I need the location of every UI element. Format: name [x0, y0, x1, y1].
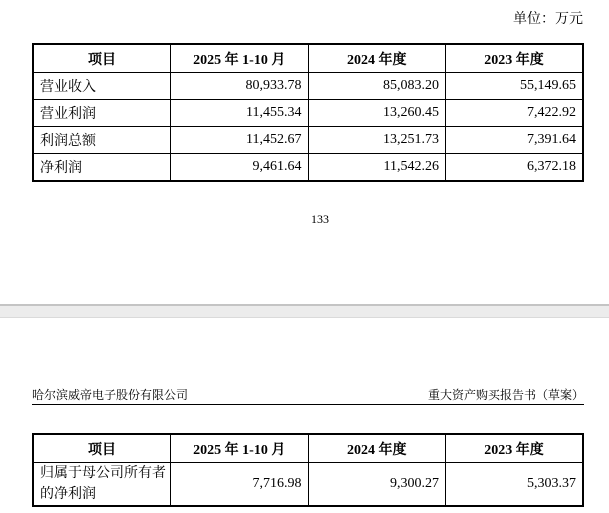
- value-cell-2023: 5,303.37: [446, 463, 584, 507]
- value-cell-2023: 7,391.64: [446, 127, 584, 154]
- value-cell-2023: 6,372.18: [446, 154, 584, 182]
- table-row: [33, 154, 583, 182]
- table-row: [33, 100, 583, 127]
- row-label-line: 的净利润: [40, 487, 96, 502]
- column-header-2024: 2024 年度: [308, 44, 446, 73]
- value-cell-2025: 11,455.34: [171, 100, 309, 127]
- unit-label: 单位：万元: [513, 12, 583, 27]
- running-header-document-title: 重大资产购买报告书（草案）: [427, 388, 584, 402]
- financial-summary-table: [32, 43, 584, 182]
- row-label-line: 归属于母公司所有者: [40, 466, 166, 481]
- row-label: 利润总额: [33, 127, 171, 154]
- column-header-2023: 2023 年度: [446, 434, 584, 463]
- page-separator: [0, 304, 609, 318]
- value-cell-2023: 55,149.65: [446, 73, 584, 100]
- row-label: 营业利润: [33, 100, 171, 127]
- running-header-rule: [32, 404, 584, 405]
- column-header-item: 项目: [33, 44, 171, 73]
- value-cell-2024: 13,251.73: [308, 127, 446, 154]
- value-cell-2025: 7,716.98: [171, 463, 309, 507]
- table-header-row: [33, 434, 583, 463]
- row-label: [33, 463, 171, 507]
- value-cell-2025: 9,461.64: [171, 154, 309, 182]
- value-cell-2024: 9,300.27: [308, 463, 446, 507]
- column-header-2024: 2024 年度: [308, 434, 446, 463]
- value-cell-2024: 11,542.26: [308, 154, 446, 182]
- value-cell-2025: 80,933.78: [171, 73, 309, 100]
- column-header-2025: 2025 年 1-10 月: [171, 44, 309, 73]
- row-label: 营业收入: [33, 73, 171, 100]
- value-cell-2024: 85,083.20: [308, 73, 446, 100]
- value-cell-2024: 13,260.45: [308, 100, 446, 127]
- net-profit-attributable-table: [32, 433, 584, 507]
- column-header-2025: 2025 年 1-10 月: [171, 434, 309, 463]
- table-header-row: [33, 44, 583, 73]
- table-row: [33, 73, 583, 100]
- column-header-2023: 2023 年度: [446, 44, 584, 73]
- running-header-company: 哈尔滨威帝电子股份有限公司: [32, 388, 189, 402]
- column-header-item: 项目: [33, 434, 171, 463]
- page-bottom: [0, 318, 609, 513]
- value-cell-2023: 7,422.92: [446, 100, 584, 127]
- row-label: 净利润: [33, 154, 171, 182]
- page-number: 133: [311, 212, 329, 226]
- table-row: [33, 127, 583, 154]
- value-cell-2025: 11,452.67: [171, 127, 309, 154]
- table-row: [33, 463, 583, 507]
